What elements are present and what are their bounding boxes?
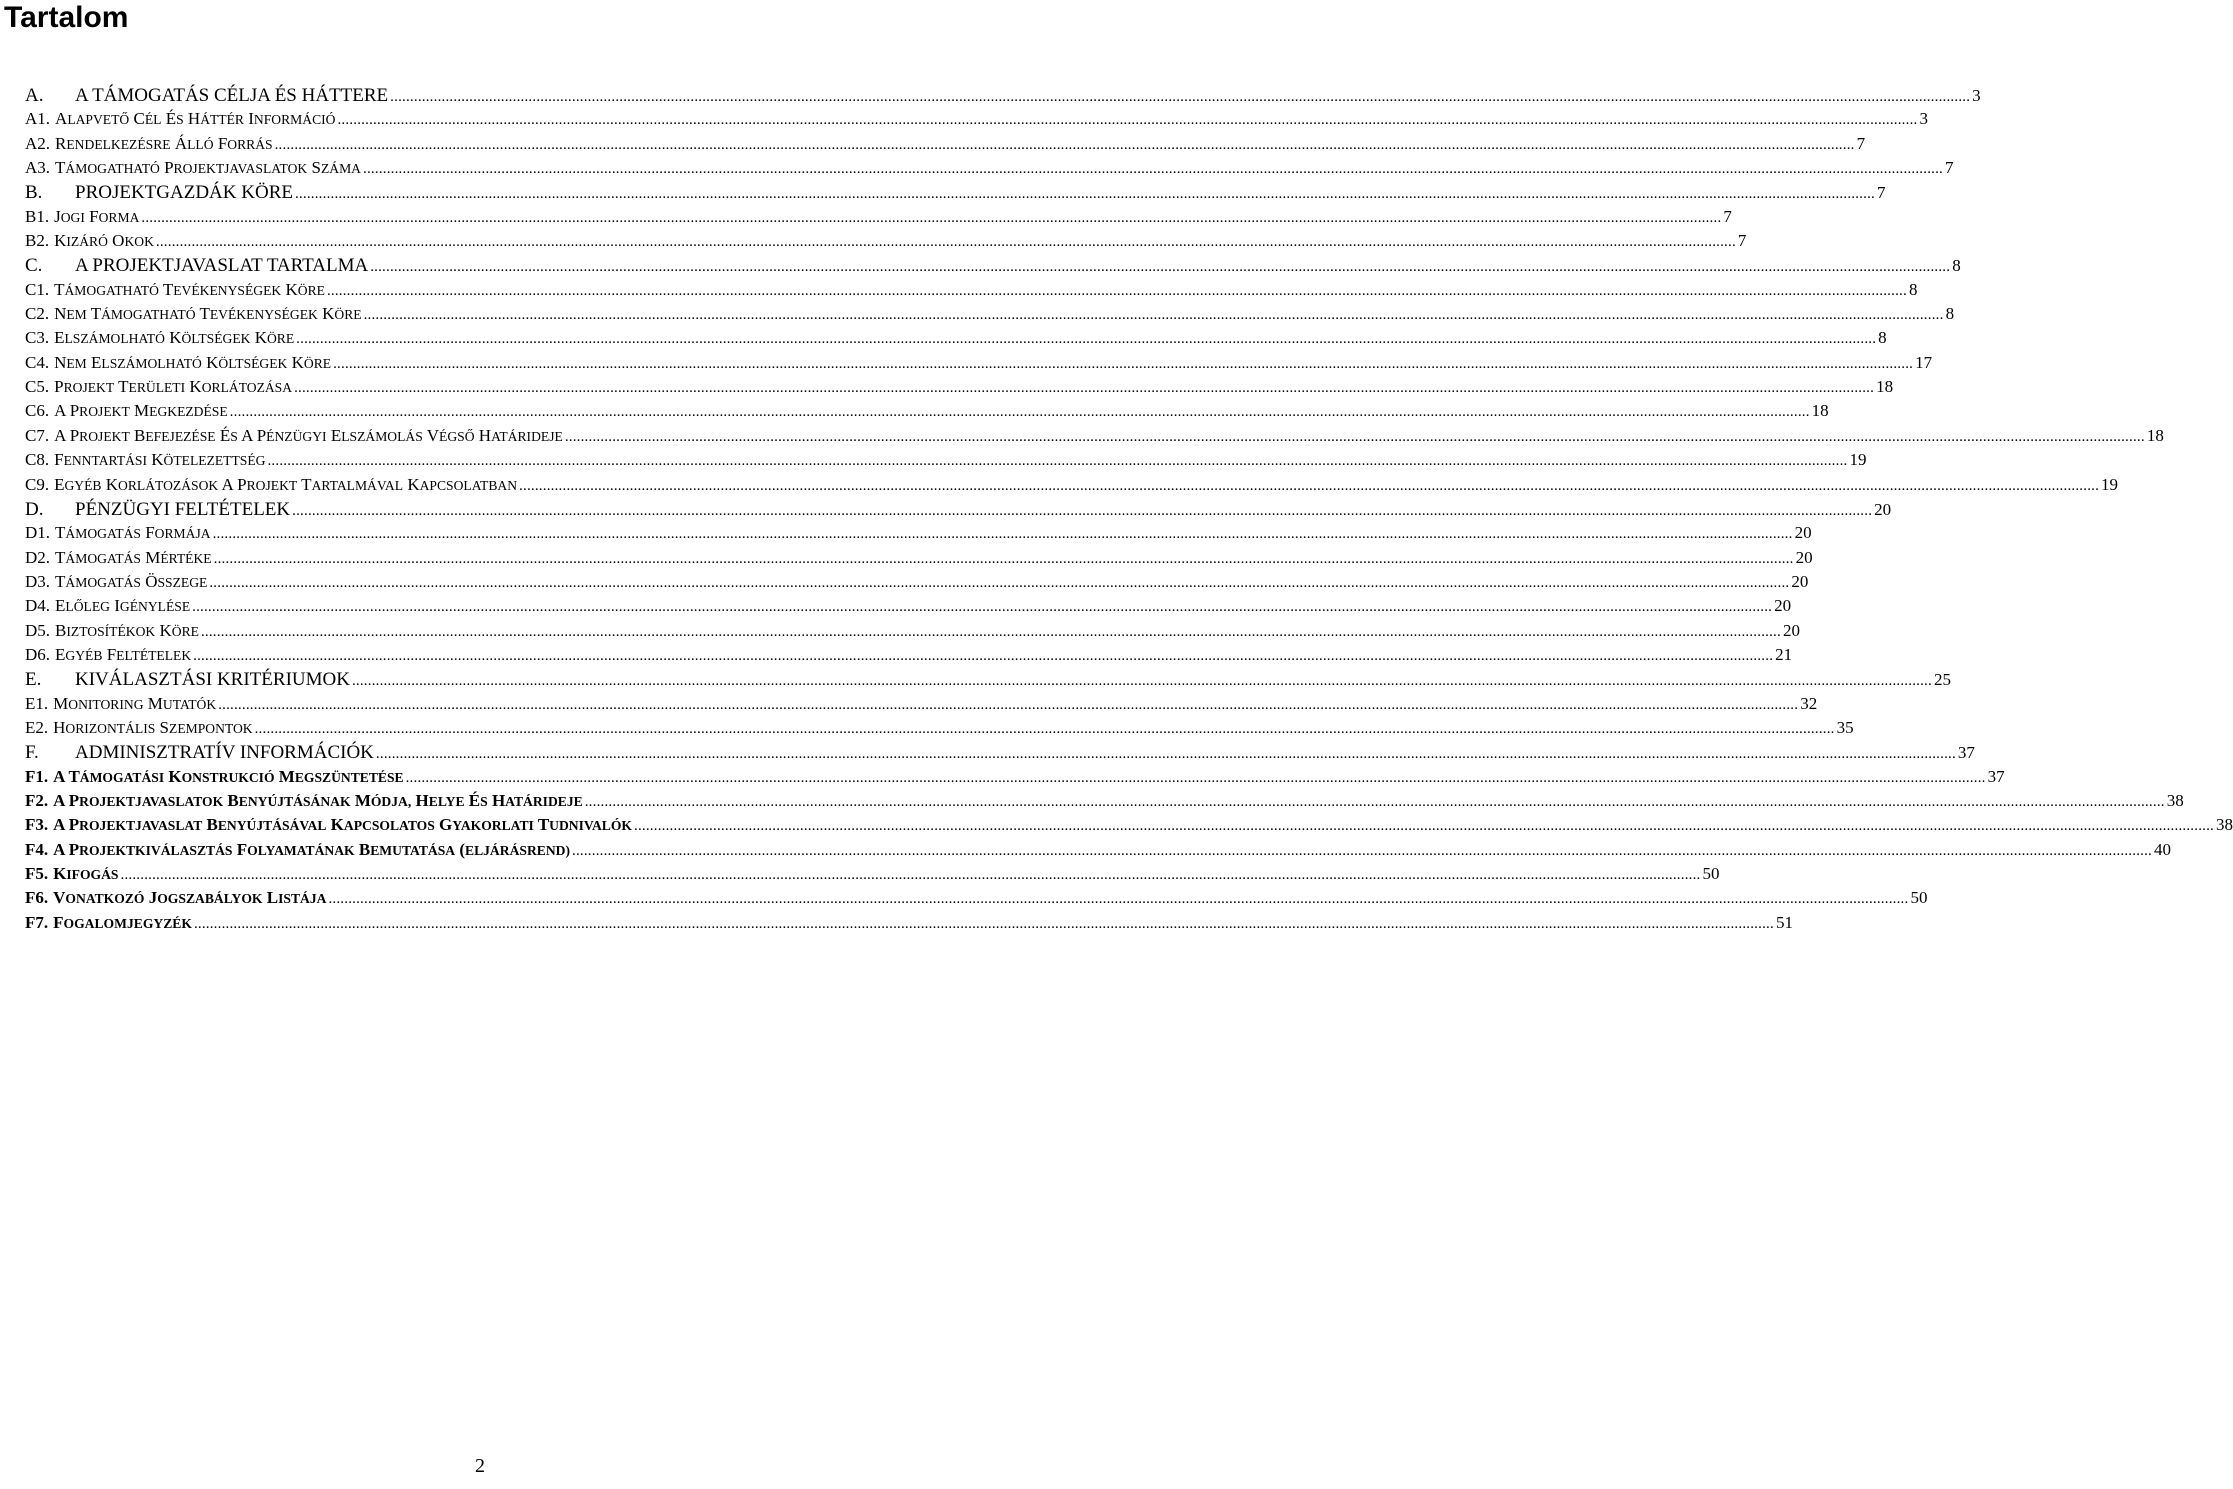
toc-entry-number: C8. bbox=[25, 450, 50, 470]
dot-leader: ................................................................................................................................................................................................................................................................................................................................................................................................................ bbox=[328, 891, 1909, 908]
toc-entry-number: C7. bbox=[25, 425, 50, 445]
toc-entry-title: ELSZÁMOLHATÓ KÖLTSÉGEK KÖRE bbox=[54, 328, 295, 348]
toc-entry-label bbox=[25, 864, 119, 884]
toc-entry-page: 7 bbox=[1856, 133, 1866, 153]
toc-entry-title: ELŐLEG IGÉNYLÉSE bbox=[55, 596, 191, 616]
toc-entry-page: 7 bbox=[1876, 183, 1886, 203]
toc-entry-label bbox=[25, 353, 331, 373]
toc-entry-number: F. bbox=[25, 742, 39, 764]
toc-entry-title: TÁMOGATÁS MÉRTÉKE bbox=[55, 547, 212, 567]
toc-entry[interactable] bbox=[25, 742, 1975, 766]
toc-entry-label bbox=[25, 450, 265, 470]
toc-entry[interactable] bbox=[25, 498, 1892, 523]
dot-leader: ................................................................................................................................................................................................................................................................................................................................................................................................................ bbox=[351, 673, 1932, 690]
toc-entry-label bbox=[25, 621, 199, 641]
dot-leader: ................................................................................................................................................................................................................................................................................................................................................................................................................ bbox=[634, 818, 2214, 835]
dot-leader: ................................................................................................................................................................................................................................................................................................................................................................................................................ bbox=[296, 331, 1877, 348]
toc-entry-page: 20 bbox=[1774, 596, 1792, 616]
toc-entry-page: 37 bbox=[1987, 766, 2005, 786]
toc-entry[interactable] bbox=[25, 571, 1809, 596]
toc-entry-number: C3. bbox=[25, 328, 50, 348]
toc-entry-title: ADMINISZTRATÍV INFORMÁCIÓK bbox=[75, 742, 374, 764]
toc-entry[interactable] bbox=[25, 450, 1867, 474]
toc-entry-page: 7 bbox=[1737, 231, 1747, 251]
dot-leader: ................................................................................................................................................................................................................................................................................................................................................................................................................ bbox=[337, 112, 1918, 129]
toc-entry-label bbox=[25, 475, 517, 495]
dot-leader: ................................................................................................................................................................................................................................................................................................................................................................................................................ bbox=[564, 428, 2145, 445]
toc-entry-number: A3. bbox=[25, 158, 51, 178]
dot-leader: ................................................................................................................................................................................................................................................................................................................................................................................................................ bbox=[405, 769, 1986, 786]
toc-entry-page: 38 bbox=[2216, 815, 2233, 835]
dot-leader: ................................................................................................................................................................................................................................................................................................................................................................................................................ bbox=[218, 696, 1799, 713]
toc-entry-page: 32 bbox=[1800, 693, 1818, 713]
dot-leader: ................................................................................................................................................................................................................................................................................................................................................................................................................ bbox=[292, 502, 1873, 519]
toc-entry-page: 17 bbox=[1915, 352, 1933, 372]
toc-entry-label bbox=[25, 231, 154, 251]
toc-entry[interactable] bbox=[25, 912, 1793, 937]
toc-entry[interactable] bbox=[25, 547, 1813, 572]
toc-entry-label bbox=[25, 572, 207, 592]
dot-leader: ................................................................................................................................................................................................................................................................................................................................................................................................................ bbox=[209, 574, 1790, 591]
dot-leader: ................................................................................................................................................................................................................................................................................................................................................................................................................ bbox=[229, 404, 1810, 421]
toc-entry-label bbox=[25, 401, 228, 421]
toc-entry[interactable] bbox=[25, 328, 1887, 352]
toc-entry[interactable] bbox=[25, 158, 1954, 182]
toc-entry-label bbox=[25, 182, 293, 204]
dot-leader: ................................................................................................................................................................................................................................................................................................................................................................................................................ bbox=[333, 355, 1914, 372]
toc-entry-label bbox=[25, 207, 139, 227]
dot-leader: ................................................................................................................................................................................................................................................................................................................................................................................................................ bbox=[572, 842, 2152, 859]
dot-leader: ................................................................................................................................................................................................................................................................................................................................................................................................................ bbox=[200, 623, 1781, 640]
toc-entry[interactable] bbox=[25, 523, 1812, 547]
toc-entry[interactable] bbox=[25, 596, 1792, 620]
toc-entry-title: MONITORING MUTATÓK bbox=[53, 693, 217, 713]
toc-entry[interactable] bbox=[25, 279, 1918, 304]
dot-leader: ................................................................................................................................................................................................................................................................................................................................................................................................................ bbox=[519, 477, 2100, 494]
toc-entry[interactable] bbox=[25, 717, 1854, 742]
toc-entry-page: 19 bbox=[1849, 450, 1867, 470]
toc-entry-number: E2. bbox=[25, 717, 49, 737]
toc-entry-page: 7 bbox=[1945, 158, 1954, 178]
toc-entry-page: 7 bbox=[1723, 206, 1732, 226]
toc-entry-number: F6. bbox=[25, 888, 49, 908]
toc-entry-number: C9. bbox=[25, 474, 50, 494]
toc-entry-title: EGYÉB FELTÉTELEK bbox=[55, 644, 192, 664]
toc-entry-title: A PROJEKT MEGKEZDÉSE bbox=[54, 401, 228, 421]
toc-entry-label bbox=[25, 85, 388, 107]
dot-leader: ................................................................................................................................................................................................................................................................................................................................................................................................................ bbox=[254, 720, 1835, 737]
dot-leader: ................................................................................................................................................................................................................................................................................................................................................................................................................ bbox=[294, 380, 1875, 397]
toc-entry-page: 20 bbox=[1794, 523, 1812, 543]
toc-entry-page: 20 bbox=[1795, 547, 1813, 567]
toc-entry-label bbox=[25, 304, 362, 324]
toc-entry-label bbox=[25, 328, 294, 348]
dot-leader: ................................................................................................................................................................................................................................................................................................................................................................................................................ bbox=[294, 186, 1875, 203]
toc-entry-number: A2. bbox=[25, 133, 51, 153]
toc-entry-page: 8 bbox=[1945, 304, 1955, 324]
toc-entry-title: A TÁMOGATÁSI KONSTRUKCIÓ MEGSZÜNTETÉSE bbox=[53, 766, 404, 786]
toc-entry-title: JOGI FORMA bbox=[54, 206, 140, 226]
toc-entry-label bbox=[25, 742, 374, 764]
toc-entry-number: D5. bbox=[25, 620, 51, 640]
toc-entry[interactable] bbox=[25, 255, 1961, 279]
toc-entry-page: 35 bbox=[1836, 717, 1854, 737]
toc-entry-title: KIFOGÁS bbox=[53, 864, 119, 883]
toc-entry-number: F4. bbox=[25, 839, 49, 859]
toc-entry[interactable] bbox=[25, 693, 1818, 718]
toc-entry-title: A TÁMOGATÁS CÉLJA ÉS HÁTTERE bbox=[75, 85, 389, 106]
toc-entry-number: B. bbox=[25, 182, 43, 204]
toc-entry-label bbox=[25, 523, 211, 543]
toc-entry-page: 18 bbox=[1811, 401, 1829, 421]
toc-entry-number: D4. bbox=[25, 596, 51, 616]
toc-entry-number: F1. bbox=[25, 766, 49, 786]
toc-entry-page: 20 bbox=[1782, 620, 1800, 640]
toc-entry-page: 50 bbox=[1910, 888, 1928, 908]
dot-leader: ................................................................................................................................................................................................................................................................................................................................................................................................................ bbox=[193, 915, 1774, 932]
toc-entry-title: KIVÁLASZTÁSI KRITÉRIUMOK bbox=[75, 669, 350, 691]
toc-entry[interactable] bbox=[25, 85, 1981, 109]
toc-entry-label bbox=[25, 158, 361, 178]
toc-entry-number: C2. bbox=[25, 304, 50, 324]
toc-entry-label bbox=[25, 134, 273, 154]
dot-leader: ................................................................................................................................................................................................................................................................................................................................................................................................................ bbox=[363, 307, 1944, 324]
toc-entry-title: RENDELKEZÉSRE ÁLLÓ FORRÁS bbox=[55, 133, 273, 153]
toc-entry[interactable] bbox=[25, 109, 1928, 133]
dot-leader: ................................................................................................................................................................................................................................................................................................................................................................................................................ bbox=[212, 526, 1793, 543]
toc-entry-number: E. bbox=[25, 669, 42, 691]
toc-entry-label bbox=[25, 596, 190, 616]
toc-entry-title: TÁMOGATHATÓ TEVÉKENYSÉGEK KÖRE bbox=[54, 279, 325, 299]
toc-entry-title: PROJEKTGAZDÁK KÖRE bbox=[75, 182, 293, 204]
dot-leader: ................................................................................................................................................................................................................................................................................................................................................................................................................ bbox=[192, 599, 1773, 616]
toc-entry[interactable] bbox=[25, 888, 1928, 912]
toc-entry-number: D. bbox=[25, 498, 44, 520]
toc-entry-number: F7. bbox=[25, 912, 49, 932]
toc-entry-number: E1. bbox=[25, 693, 49, 713]
toc-entry-label bbox=[25, 815, 632, 835]
toc-entry-label bbox=[25, 645, 191, 665]
toc-entry[interactable] bbox=[25, 377, 1894, 401]
dot-leader: ................................................................................................................................................................................................................................................................................................................................................................................................................ bbox=[390, 89, 1971, 105]
toc-entry-number: A. bbox=[25, 85, 44, 106]
toc-entry-title: FOGALOMJEGYZÉK bbox=[53, 912, 192, 932]
toc-entry-number: D3. bbox=[25, 571, 51, 591]
toc-entry-number: B2. bbox=[25, 231, 50, 251]
toc-entry-label bbox=[25, 548, 212, 568]
toc-entry-title: HORIZONTÁLIS SZEMPONTOK bbox=[53, 717, 253, 737]
toc-entry-title: EGYÉB KORLÁTOZÁSOK A PROJEKT TARTALMÁVAL KAPCSOLATBAN bbox=[54, 474, 518, 494]
toc-entry-label bbox=[25, 694, 216, 714]
toc-entry[interactable] bbox=[25, 620, 1800, 645]
toc-entry-page: 50 bbox=[1702, 864, 1720, 883]
toc-entry[interactable] bbox=[25, 474, 2119, 499]
toc-entry[interactable] bbox=[25, 133, 1866, 158]
dot-leader: ................................................................................................................................................................................................................................................................................................................................................................................................................ bbox=[141, 209, 1722, 226]
toc-entry-page: 20 bbox=[1874, 499, 1892, 519]
toc-entry-label bbox=[25, 499, 290, 521]
dot-leader: ................................................................................................................................................................................................................................................................................................................................................................................................................ bbox=[193, 647, 1774, 664]
toc-entry-page: 19 bbox=[2101, 474, 2119, 494]
dot-leader: ................................................................................................................................................................................................................................................................................................................................................................................................................ bbox=[267, 453, 1848, 470]
toc-entry-title: PÉNZÜGYI FELTÉTELEK bbox=[75, 498, 291, 520]
toc-entry-number: C6. bbox=[25, 401, 50, 421]
toc-entry-page: 8 bbox=[1908, 279, 1918, 299]
toc-entry-number: D6. bbox=[25, 644, 51, 664]
page-number: 2 bbox=[475, 1455, 485, 1477]
dot-leader: ................................................................................................................................................................................................................................................................................................................................................................................................................ bbox=[155, 234, 1736, 251]
toc-entry-page: 25 bbox=[1933, 670, 1951, 690]
toc-entry[interactable] bbox=[25, 864, 1720, 888]
toc-entry-title: ALAPVETŐ CÉL ÉS HÁTTÉR INFORMÁCIÓ bbox=[55, 109, 336, 129]
toc-entry[interactable] bbox=[25, 839, 2171, 864]
toc-entry-title: A PROJEKTJAVASLATOK BENYÚJTÁSÁNAK MÓDJA, HELYE ÉS HATÁRIDEJE bbox=[53, 790, 583, 810]
toc-entry[interactable] bbox=[25, 231, 1747, 255]
toc-entry-number: F5. bbox=[25, 864, 49, 883]
toc-entry-title: NEM TÁMOGATHATÓ TEVÉKENYSÉGEK KÖRE bbox=[54, 304, 362, 324]
toc-entry-title: BIZTOSÍTÉKOK KÖRE bbox=[55, 620, 199, 640]
toc-entry-page: 18 bbox=[2146, 425, 2164, 445]
toc-entry-label bbox=[25, 109, 335, 129]
toc-entry-title: A PROJEKTJAVASLAT TARTALMA bbox=[75, 255, 369, 277]
dot-leader: ................................................................................................................................................................................................................................................................................................................................................................................................................ bbox=[326, 282, 1907, 299]
toc-entry-title: TÁMOGATÁS ÖSSZEGE bbox=[55, 571, 208, 591]
toc-entry-label bbox=[25, 280, 325, 300]
toc-entry-label bbox=[25, 767, 404, 787]
table-of-contents bbox=[25, 85, 2233, 937]
toc-entry-number: C1. bbox=[25, 279, 50, 299]
toc-entry-page: 20 bbox=[1791, 571, 1809, 591]
toc-entry-page: 3 bbox=[1919, 109, 1928, 129]
toc-entry[interactable] bbox=[25, 644, 1793, 669]
toc-entry-title: A PROJEKTKIVÁLASZTÁS FOLYAMATÁNAK BEMUTATÁSA (ELJÁRÁSREND) bbox=[53, 839, 570, 859]
toc-entry-page: 3 bbox=[1972, 86, 1981, 105]
toc-entry-page: 18 bbox=[1876, 377, 1894, 397]
toc-entry-title: NEM ELSZÁMOLHATÓ KÖLTSÉGEK KÖRE bbox=[54, 352, 332, 372]
toc-entry-title: FENNTARTÁSI KÖTELEZETTSÉG bbox=[54, 450, 266, 470]
toc-entry[interactable] bbox=[25, 182, 1886, 206]
toc-entry-title: KIZÁRÓ OKOK bbox=[54, 231, 154, 251]
toc-entry[interactable] bbox=[25, 815, 2233, 839]
toc-entry-title: A PROJEKTJAVASLAT BENYÚJTÁSÁVAL KAPCSOLATOS GYAKORLATI TUDNIVALÓK bbox=[53, 815, 632, 835]
toc-entry-number: A1. bbox=[25, 109, 51, 129]
dot-leader: ................................................................................................................................................................................................................................................................................................................................................................................................................ bbox=[120, 867, 1701, 883]
toc-entry-page: 8 bbox=[1878, 328, 1887, 348]
toc-entry[interactable] bbox=[25, 352, 1933, 377]
toc-entry-title: A PROJEKT BEFEJEZÉSE ÉS A PÉNZÜGYI ELSZÁMOLÁS VÉGSŐ HATÁRIDEJE bbox=[54, 425, 563, 445]
toc-entry-label bbox=[25, 888, 326, 908]
toc-entry-page: 40 bbox=[2154, 839, 2171, 859]
toc-entry-title: TÁMOGATÁS FORMÁJA bbox=[55, 523, 211, 543]
toc-entry-label bbox=[25, 426, 563, 446]
toc-entry-number: F2. bbox=[25, 790, 49, 810]
toc-entry-title: VONATKOZÓ JOGSZABÁLYOK LISTÁJA bbox=[53, 888, 327, 908]
dot-leader: ................................................................................................................................................................................................................................................................................................................................................................................................................ bbox=[274, 136, 1855, 153]
toc-entry-page: 38 bbox=[2166, 790, 2184, 810]
toc-entry-label bbox=[25, 913, 192, 933]
toc-entry-page: 37 bbox=[1957, 743, 1975, 763]
toc-entry[interactable] bbox=[25, 766, 2005, 791]
toc-entry-number: C5. bbox=[25, 377, 50, 397]
dot-leader: ................................................................................................................................................................................................................................................................................................................................................................................................................ bbox=[584, 793, 2165, 810]
toc-entry-label bbox=[25, 718, 253, 738]
dot-leader: ................................................................................................................................................................................................................................................................................................................................................................................................................ bbox=[363, 161, 1943, 178]
toc-entry-number: C. bbox=[25, 255, 43, 277]
toc-entry-label bbox=[25, 255, 368, 277]
dot-leader: ................................................................................................................................................................................................................................................................................................................................................................................................................ bbox=[375, 746, 1956, 763]
toc-entry-page: 8 bbox=[1952, 256, 1961, 276]
toc-entry[interactable] bbox=[25, 304, 1955, 328]
toc-entry[interactable] bbox=[25, 790, 2184, 815]
toc-entry-label bbox=[25, 669, 350, 691]
toc-entry-number: C4. bbox=[25, 352, 50, 372]
toc-entry-page: 51 bbox=[1775, 912, 1793, 932]
toc-entry-title: PROJEKT TERÜLETI KORLÁTOZÁSA bbox=[54, 377, 293, 397]
page-title: Tartalom bbox=[4, 1, 129, 34]
toc-entry-number: F3. bbox=[25, 815, 49, 835]
toc-entry-label bbox=[25, 840, 570, 860]
toc-entry-page: 21 bbox=[1775, 644, 1793, 664]
toc-entry-label bbox=[25, 791, 583, 811]
toc-entry[interactable] bbox=[25, 206, 1732, 231]
toc-entry-title: TÁMOGATHATÓ PROJEKTJAVASLATOK SZÁMA bbox=[55, 158, 361, 178]
toc-entry-number: B1. bbox=[25, 206, 50, 226]
dot-leader: ................................................................................................................................................................................................................................................................................................................................................................................................................ bbox=[213, 550, 1794, 567]
toc-entry[interactable] bbox=[25, 425, 2164, 450]
dot-leader: ................................................................................................................................................................................................................................................................................................................................................................................................................ bbox=[370, 259, 1951, 276]
toc-entry[interactable] bbox=[25, 669, 1951, 693]
toc-entry-label bbox=[25, 377, 292, 397]
toc-entry-number: D2. bbox=[25, 547, 51, 567]
toc-entry-number: D1. bbox=[25, 523, 51, 543]
toc-entry[interactable] bbox=[25, 401, 1829, 425]
